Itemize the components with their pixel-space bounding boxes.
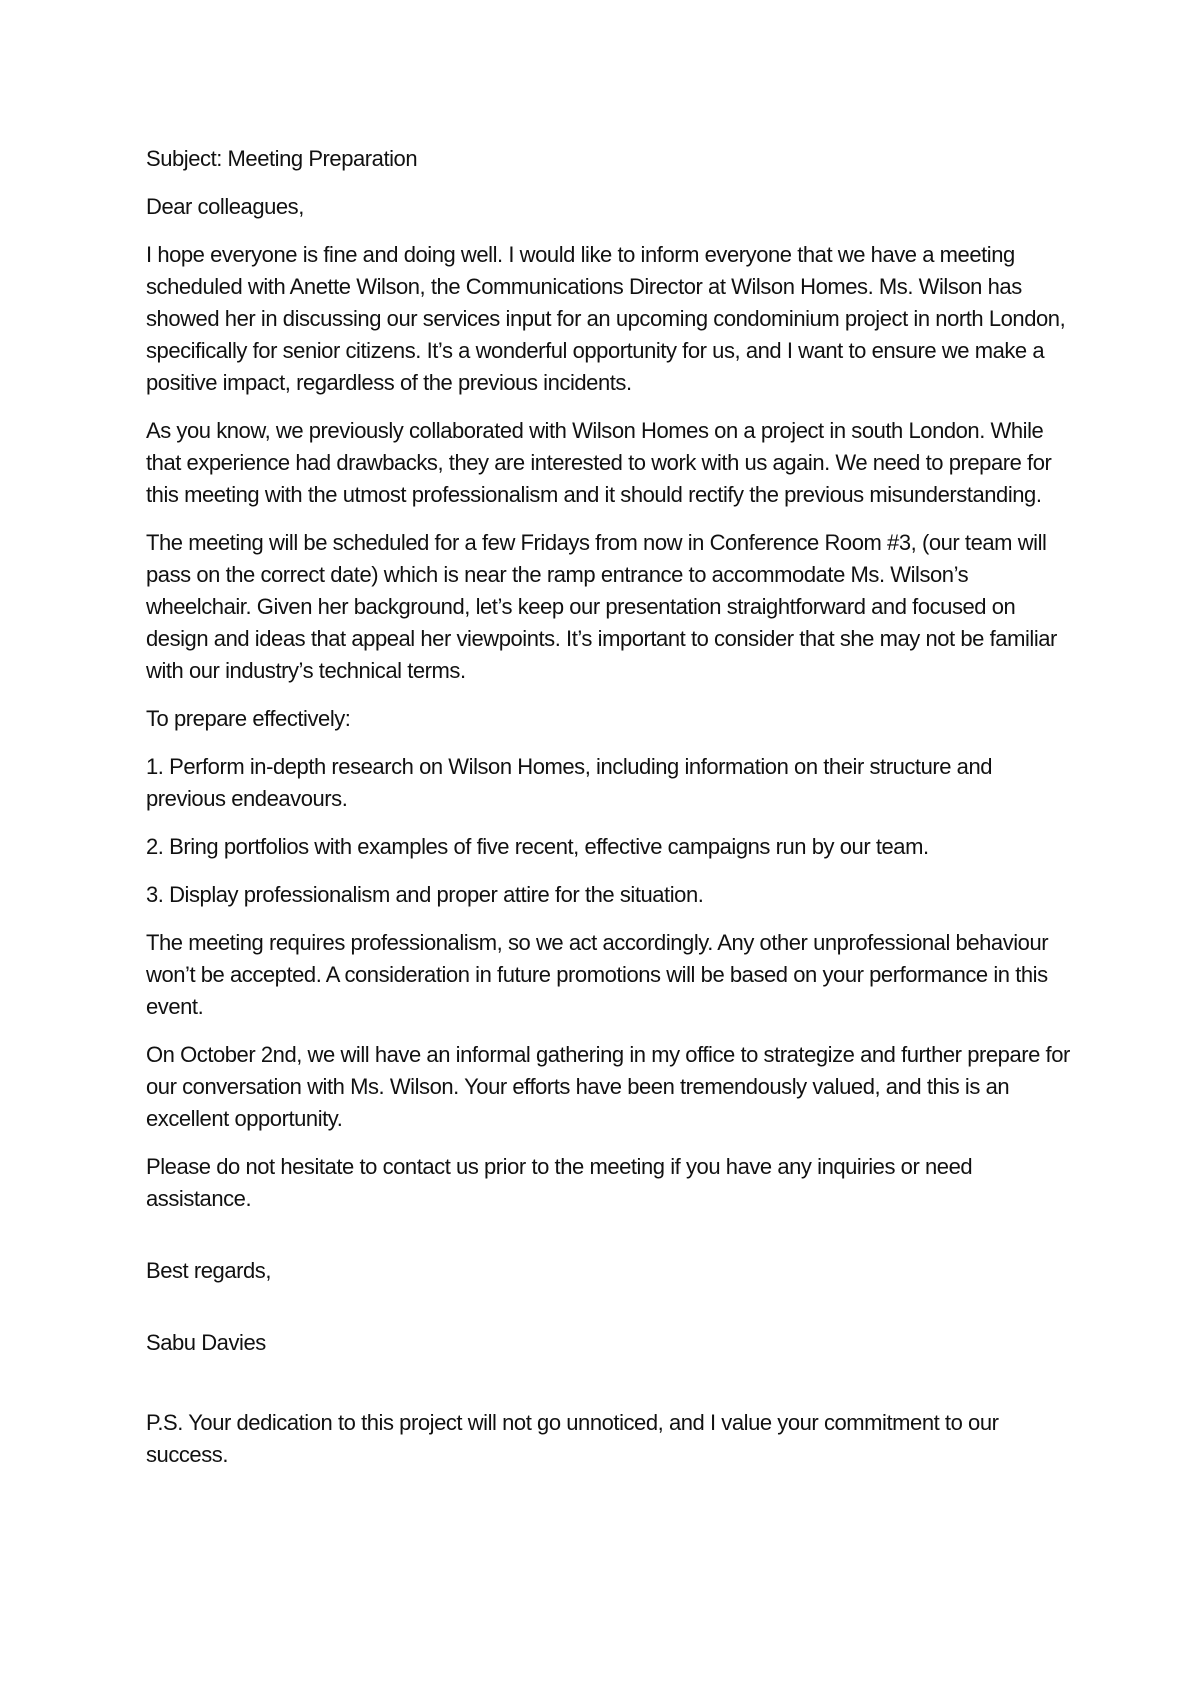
paragraph-logistics: The meeting will be scheduled for a few Fridays from now in Conference Room #3, (our team will pass on the correct date) which is near the ramp entrance to accommodate Ms. Wilson’s wheelchair. Given her background, let’s keep our presentation straightforward and focused on design and ideas that appeal her viewpoints. It’s important to consider that she may not be familiar with our industry’s technical terms. bbox=[146, 530, 1057, 683]
paragraph-gathering: On October 2nd, we will have an informal gathering in my office to strategize and further prepare for our conversation with Ms. Wilson. Your efforts have been tremendously valued, and this is an excellent opportunity. bbox=[146, 1042, 1070, 1131]
paragraph-history: As you know, we previously collaborated with Wilson Homes on a project in south London. While that experience had drawbacks, they are interested to work with us again. We need to prepare for this meeting with the utmost professionalism and it should rectify the previous misunderstanding. bbox=[146, 418, 1052, 507]
sign-off: Best regards, bbox=[146, 1258, 271, 1283]
list-item: 1. Perform in-depth research on Wilson Homes, including information on their structure and previous endeavours. bbox=[146, 754, 993, 811]
paragraph-intro: I hope everyone is fine and doing well. I would like to inform everyone that we have a meeting scheduled with Anette Wilson, the Communications Director at Wilson Homes. Ms. Wilson has showed her in discussing our services input for an upcoming condominium project in north London, specifically for senior citizens. It’s a wonderful opportunity for us, and I want to ensure we make a positive impact, regardless of the previous incidents. bbox=[146, 242, 1066, 395]
paragraph-contact: Please do not hesitate to contact us prior to the meeting if you have any inquiries or need assistance. bbox=[146, 1154, 973, 1211]
postscript: P.S. Your dedication to this project will not go unnoticed, and I value your commitment to our success. bbox=[146, 1410, 999, 1467]
paragraph-expectations: The meeting requires professionalism, so we act accordingly. Any other unprofessional behaviour won’t be accepted. A consideration in future promotions will be based on your performance in this event. bbox=[146, 930, 1049, 1019]
list-item: 3. Display professionalism and proper attire for the situation. bbox=[146, 882, 704, 907]
salutation: Dear colleagues, bbox=[146, 194, 304, 219]
signature-name: Sabu Davies bbox=[146, 1330, 266, 1355]
letter-body bbox=[146, 143, 1076, 1487]
list-item: 2. Bring portfolios with examples of five recent, effective campaigns run by our team. bbox=[146, 834, 929, 859]
paragraph-prepare-heading: To prepare effectively: bbox=[146, 706, 351, 731]
subject-line: Subject: Meeting Preparation bbox=[146, 146, 418, 171]
